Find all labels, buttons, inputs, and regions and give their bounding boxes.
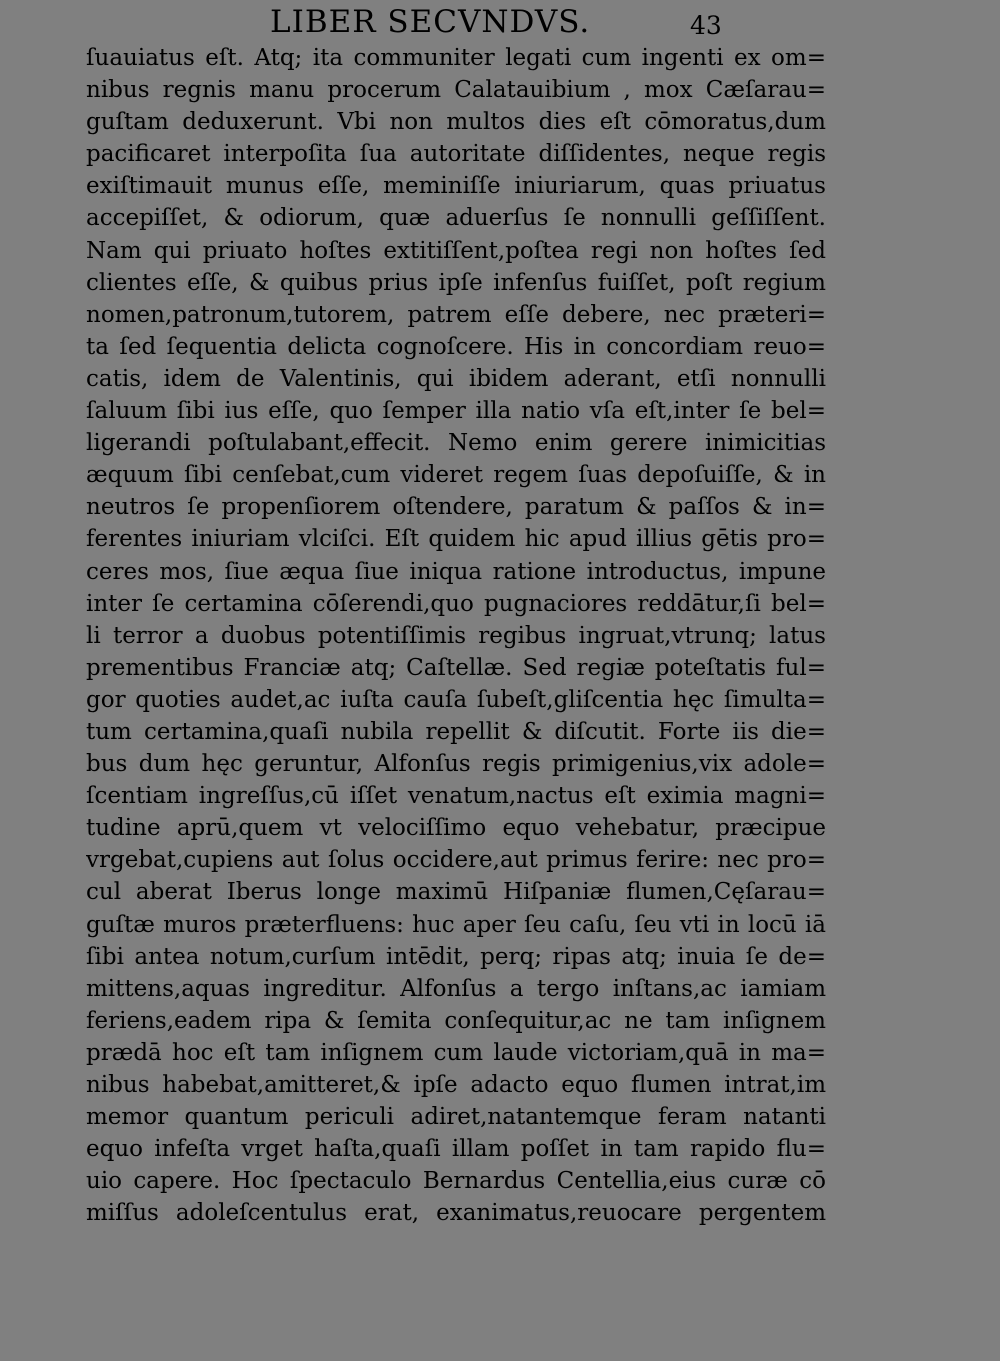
text-line: ſaluum ſibi ius eſſe, quo ſemper illa natio vſa eſt,inter ſe bel= bbox=[86, 398, 826, 425]
text-line: nibus habebat,amitteret,& ipſe adacto equo flumen intrat,im bbox=[86, 1072, 826, 1098]
text-line: nibus regnis manu procerum Calatauibium , mox Cæſarau= bbox=[86, 77, 826, 104]
text-line: clientes eſſe, & quibus prius ipſe infenſus fuiſſet, poſt regium bbox=[86, 269, 826, 296]
running-title: LIBER SECVNDVS. bbox=[270, 4, 591, 40]
text-line: tudine aprū,quem vt velociſſimo equo vehebatur, præcipue bbox=[86, 815, 826, 842]
text-line: pacificaret interpoſita ſua autoritate diſſidentes, neque regis bbox=[86, 141, 826, 168]
text-line: guſtam deduxerunt. Vbi non multos dies eſt cōmoratus,dum bbox=[86, 109, 826, 136]
text-line: neutros ſe propenſiorem oſtendere, paratum & paſſos & in= bbox=[86, 494, 826, 521]
text-line: cul aberat Iberus longe maximū Hiſpaniæ flumen,Cęſarau= bbox=[86, 879, 826, 906]
text-line: inter ſe certamina cōſerendi,quo pugnaciores reddātur,ſi bel= bbox=[86, 590, 826, 617]
text-line: equo infeſta vrget haſta,quaſi illam poſſet in tam rapido flu= bbox=[86, 1136, 826, 1163]
text-line: Nam qui priuato hoſtes extitiſſent,poſtea regi non hoſtes ſed bbox=[86, 237, 826, 264]
text-line: li terror a duobus potentiſſimis regibus ingruat,vtrunq; latus bbox=[86, 622, 826, 649]
text-line: feriens,eadem ripa & ſemita conſequitur,ac ne tam inſignem bbox=[86, 1007, 826, 1034]
text-line: mittens,aquas ingreditur. Alfonſus a tergo inſtans,ac iamiam bbox=[86, 975, 826, 1002]
text-line: accepiſſet, & odiorum, quæ aduerſus ſe nonnulli geſſiſſent. bbox=[86, 205, 826, 232]
text-line: prædā hoc eſt tam inſignem cum laude victoriam,quā in ma= bbox=[86, 1039, 826, 1066]
text-line: ſibi antea notum,curſum intēdit, perq; ripas atq; inuia ſe de= bbox=[86, 943, 826, 970]
body-text bbox=[86, 42, 826, 1229]
text-line: uio capere. Hoc ſpectaculo Bernardus Centellia,eius curæ cō bbox=[86, 1168, 826, 1195]
text-line: ferentes iniuriam vlciſci. Eſt quidem hic apud illius gētis pro= bbox=[86, 526, 826, 553]
text-line: bus dum hęc geruntur, Alfonſus regis primigenius,vix adole= bbox=[86, 751, 826, 778]
text-line: guſtæ muros præterfluens: huc aper ſeu caſu, ſeu vti in locū iā bbox=[86, 911, 826, 938]
text-line: prementibus Franciæ atq; Caſtellæ. Sed regiæ poteſtatis ful= bbox=[86, 654, 826, 681]
text-line: nomen,patronum,tutorem, patrem eſſe debere, nec præteri= bbox=[86, 301, 826, 328]
text-line: tum certamina,quaſi nubila repellit & diſcutit. Forte iis die= bbox=[86, 718, 826, 745]
text-line: catis, idem de Valentinis, qui ibidem aderant, etſi nonnulli bbox=[86, 365, 826, 392]
text-line: ſuauiatus eſt. Atq; ita communiter legati cum ingenti ex om= bbox=[86, 45, 826, 71]
text-line: vrgebat,cupiens aut ſolus occidere,aut primus ferire: nec pro= bbox=[86, 847, 826, 874]
text-line: ligerandi poſtulabant,effecit. Nemo enim gerere inimicitias bbox=[86, 430, 826, 457]
text-line: ſcentiam ingreſſus,cū iſſet venatum,nactus eſt eximia magni= bbox=[86, 783, 826, 810]
text-line: ceres mos, ſiue æqua ſiue iniqua ratione introductus, impune bbox=[86, 558, 826, 585]
text-line: æquum ſibi cenſebat,cum videret regem ſuas depoſuiſſe, & in bbox=[86, 462, 826, 489]
text-line: gor quoties audet,ac iuſta cauſa ſubeſt,gliſcentia hęc ſimulta= bbox=[86, 686, 826, 713]
page-number: 43 bbox=[690, 11, 722, 40]
text-line: ta ſed ſequentia delicta cognoſcere. His in concordiam reuo= bbox=[86, 333, 826, 360]
text-line: memor quantum periculi adiret,natantemque feram natanti bbox=[86, 1104, 826, 1131]
running-head bbox=[270, 2, 810, 42]
text-line: miſſus adoleſcentulus erat, exanimatus,reuocare pergentem bbox=[86, 1200, 826, 1227]
text-line: exiſtimauit munus eſſe, meminiſſe iniuriarum, quas priuatus bbox=[86, 173, 826, 200]
